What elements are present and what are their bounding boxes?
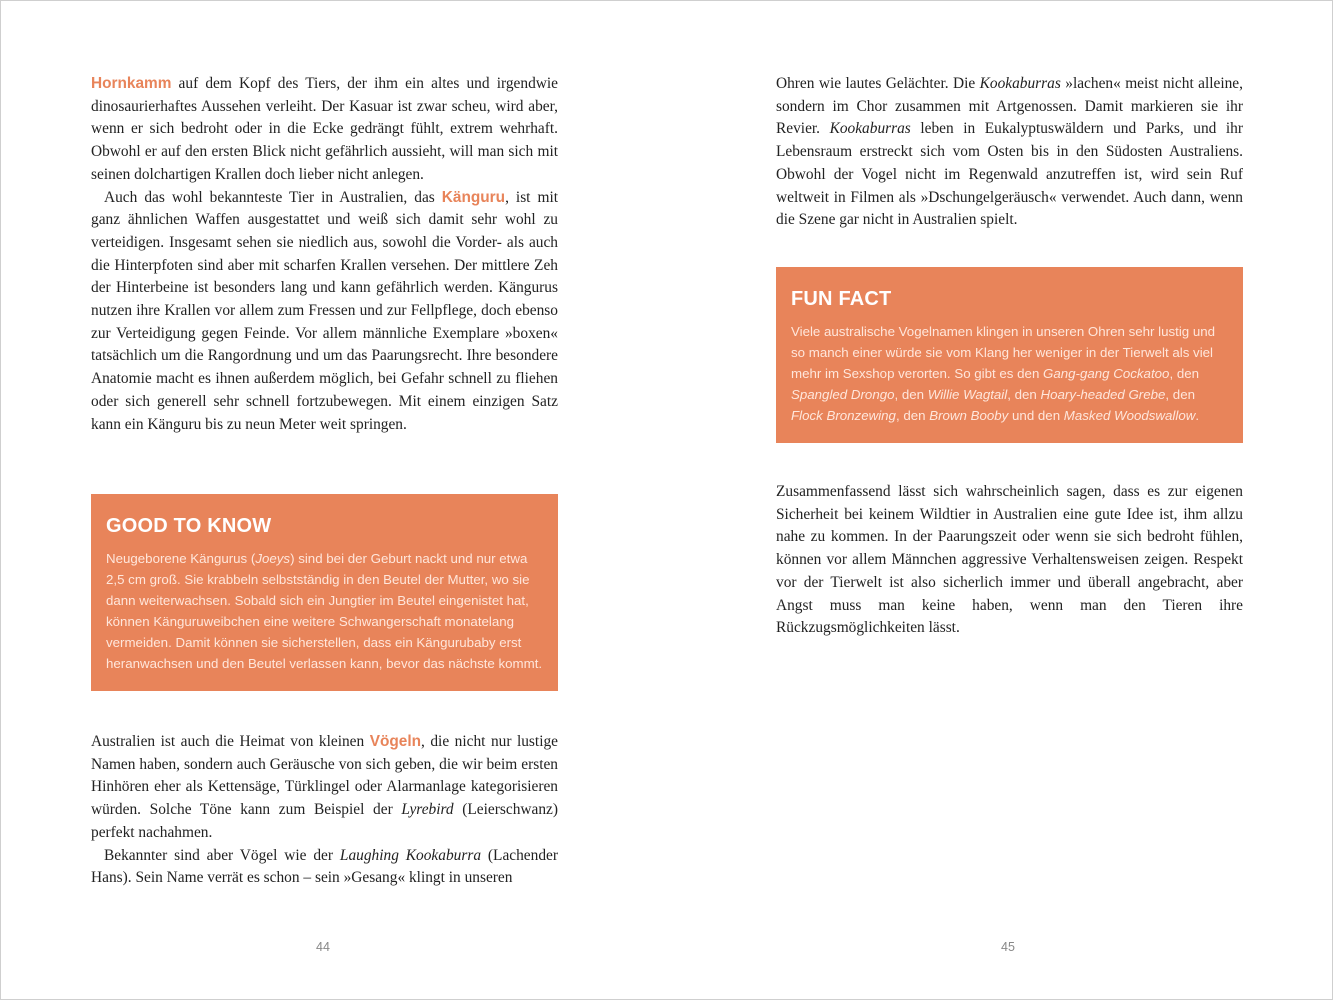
box-title: FUN FACT [791, 288, 892, 310]
box-text [106, 548, 544, 674]
page-number: 45 [1001, 940, 1015, 954]
right-text-top [776, 73, 1243, 232]
text-run: leben in Eukalyptuswäldern und Parks, und ihr Lebensraum erstreckt sich vom Osten bis in den Südosten Australiens. Obwohl der Vogel nicht im Regenwald anzutreffen ist, wird sein Ruf weltweit in Filmen als »Dschungelgeräusch« verwendet. Auch dann, wenn die Szene gar nicht in Australien spielt. [776, 120, 1243, 229]
text-run: , den [894, 387, 928, 402]
text-run: und den [1008, 408, 1064, 423]
highlight-keyword: Hornkamm [91, 75, 172, 92]
text-run: auf dem Kopf des Tiers, der ihm ein altes und irgendwie dinosaurierhaftes Aussehen verleiht. Der Kasuar ist zwar scheu, wird aber, wenn er sich bedroht oder in die Ecke gedrängt fühlt, extrem wehrhaft. Obwohl er auf den ersten Blick nicht gefährlich aussieht, will man sich mit seinen dolchartigen Krallen doch lieber nicht anlegen. [91, 75, 558, 183]
text-run: Zusammenfassend lässt sich wahrscheinlich sagen, dass es zur eigenen Sicherheit bei keinem Wildtier in Australien eine gute Idee ist, ihm allzu nahe zu kommen. In der Paarungszeit oder wenn sie sich bedroht fühlen, können vor allem Männchen aggressive Verhaltensweisen zeigen. Respekt vor der Tierwelt ist also sicherlich immer und überall angebracht, aber Angst muss man keine haben, wenn man den Tieren ihre Rückzugsmöglichkeiten lässt. [776, 483, 1243, 637]
text-run: Ohren wie lautes Gelächter. Die [776, 75, 980, 92]
highlight-keyword: Vögeln [369, 733, 422, 750]
text-run: , ist mit ganz ähnlichen Waffen ausgestattet und weiß sich damit sehr wohl zu verteidigen. Insgesamt sehen sie niedlich aus, sowohl die Vorder- als auch die Hinterpfoten sind aber mit scharfen Krallen versehen. Der mittlere Zeh der Hinterbeine ist besonders lang und kann gefährlich werden. Kängurus nutzen ihre Krallen vor allem zum Fressen und zur Fellpflege, doch ebenso zur Verteidigung gegen Feinde. Vor allem männliche Exemplare »boxen« tatsächlich um die Rangordnung und um das Paarungsrecht. Ihre besondere Anatomie macht es ihnen außerdem möglich, bei Gefahr schnell zu fliehen oder sich generell sehr schnell fortzubewegen. Mit einem einzigen Satz kann ein Känguru bis zu neun Meter weit springen. [91, 188, 558, 433]
italic-text: Lyrebird [401, 801, 454, 819]
italic-text: Spangled Drongo [791, 387, 895, 402]
paragraph-kookaburra [91, 845, 558, 890]
text-run: , die nicht nur lustige Namen haben, sondern auch Geräusche von sich geben, die wir beim ersten Hinhören eher als Kettensäge, Türklingel oder Alarmanlage kategorisieren würden. Solche Töne kann zum Beispiel der [91, 733, 558, 819]
italic-text: Hoary-headed Grebe [1040, 387, 1166, 402]
italic-text: Kookaburras [829, 120, 911, 138]
left-page [0, 0, 666, 1000]
text-run: Bekannter sind aber Vögel wie der [104, 846, 340, 864]
text-run: , den [1007, 387, 1041, 402]
italic-text: Kookaburras [979, 75, 1061, 92]
left-text-bottom [91, 731, 558, 890]
box-text [791, 321, 1229, 426]
text-run: ) sind bei der Geburt nackt und nur etwa 2,5 cm groß. Sie krabbeln selbstständig in den Beutel der Mutter, wo sie dann weiterwachsen. Sobald sich ein Jungtier im Beutel eingenistet hat, können Känguruweibchen eine weitere Schwangerschaft monatelang vermeiden. Damit können sie sicherstellen, dass ein Kängurubaby erst heranwachsen und den Beutel verlassen kann, bevor das nächste kommt. [106, 551, 543, 671]
right-page [666, 0, 1332, 1000]
paragraph-kaenguru [91, 187, 558, 437]
right-text-bottom [776, 481, 1243, 640]
box-title: GOOD TO KNOW [106, 515, 272, 537]
text-run: (Lachender Hans). Sein Name verrät es schon – sein »Gesang« klingt in unseren [91, 846, 558, 887]
text-run: , den [895, 408, 930, 423]
italic-text: Flock Bronzewing [791, 408, 896, 423]
text-run: Neugeborene Kängurus ( [106, 551, 256, 566]
italic-text: Joeys [255, 551, 291, 566]
left-text-top [91, 73, 558, 436]
paragraph-gelaechter [776, 73, 1243, 232]
paragraph-hornkamm [91, 73, 558, 187]
page-number: 44 [316, 940, 330, 954]
text-run: , den [1165, 387, 1195, 402]
italic-text: Laughing Kookaburra [339, 846, 482, 864]
paragraph-zusammenfassend [776, 481, 1243, 640]
italic-text: Brown Booby [929, 408, 1009, 423]
italic-text: Masked Woodswallow [1063, 408, 1196, 423]
text-run: »lachen« meist nicht alleine, sondern im Chor zusammen mit Artgenossen. Damit markieren sie ihr Revier. [776, 75, 1243, 138]
text-run: , den [1169, 366, 1200, 381]
text-run: Australien ist auch die Heimat von kleinen [91, 733, 370, 750]
italic-text: Willie Wagtail [927, 387, 1008, 402]
text-run: . [1195, 408, 1200, 423]
good-to-know-box [91, 494, 558, 691]
highlight-keyword: Känguru [441, 188, 506, 206]
text-run: Auch das wohl bekannteste Tier in Australien, das [104, 188, 442, 206]
italic-text: Gang-gang Cockatoo [1043, 366, 1170, 381]
paragraph-voegel [91, 731, 558, 845]
text-run: (Leierschwanz) perfekt nachahmen. [91, 801, 558, 841]
text-run: Viele australische Vogelnamen klingen in unseren Ohren sehr lustig und so manch einer würde sie vom Klang her weniger in der Tierwelt als viel mehr im Sexshop verorten. So gibt es den [791, 324, 1216, 381]
fun-fact-box [776, 267, 1243, 443]
